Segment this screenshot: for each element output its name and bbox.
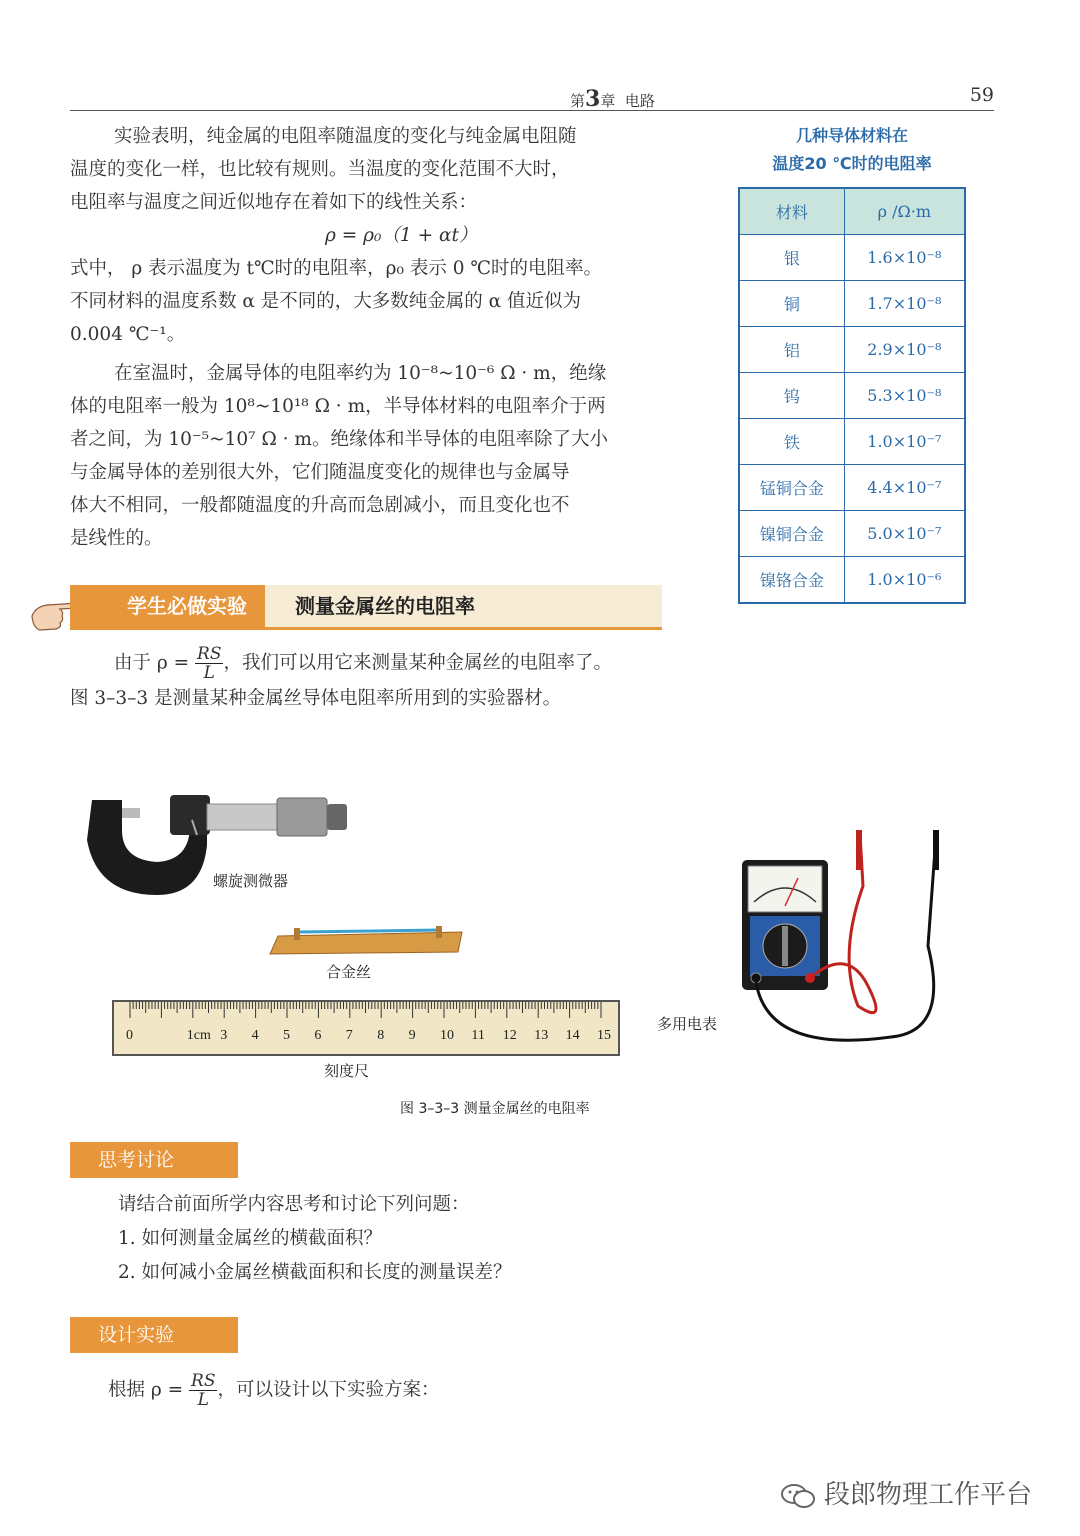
ruler-tick-label: 15: [597, 1028, 611, 1043]
ruler-tick-label: 10: [440, 1028, 454, 1043]
design-experiment-tag: 设计实验: [70, 1317, 238, 1353]
page-header: [70, 80, 994, 111]
multimeter-image: [738, 826, 950, 1058]
ruler-tick-label: 5: [283, 1028, 290, 1043]
question-2: 2. 如何减小金属丝横截面积和长度的测量误差？: [118, 1262, 512, 1283]
banner-label: 学生必做实验: [70, 585, 265, 627]
watermark: 段郎物理工作平台: [780, 1474, 1032, 1511]
fraction-rs-over-l: $\frac{RS}{L}$: [197, 644, 222, 683]
micrometer-label: 螺旋测微器: [213, 872, 289, 890]
think-discuss-content: 请结合前面所学内容思考和讨论下列问题： 1. 如何测量金属丝的横截面积？ 2. 如何减小金属丝横截面积和长度的测量误差？: [118, 1188, 718, 1290]
ruler-tick-marks: [114, 1002, 618, 1022]
column-header-material: 材料: [739, 188, 844, 235]
ruler-label: 刻度尺: [324, 1062, 370, 1080]
ruler-tick-label: 6: [314, 1028, 322, 1043]
ruler-tick-label: 3: [220, 1028, 228, 1043]
resistivity-table-title: 几种导体材料在 温度20 ℃时的电阻率: [772, 126, 932, 173]
ruler-tick-label: 1cm: [186, 1028, 211, 1043]
question-1: 1. 如何测量金属丝的横截面积？: [118, 1228, 383, 1249]
table-row: 镍铜合金 5.0×10⁻⁷: [739, 511, 965, 557]
ruler-tick-label: 9: [408, 1028, 416, 1043]
fraction-rs-over-l: $\frac{RS}{L}$: [191, 1371, 216, 1410]
alloy-wire-label: 合金丝: [326, 963, 372, 981]
required-experiment-banner: [70, 585, 662, 630]
ruler-tick-label: 4: [251, 1028, 259, 1043]
ruler-tick-label: 11: [471, 1028, 485, 1043]
ruler-tick-label: 7: [345, 1028, 353, 1043]
design-experiment-content: 根据 ρ = $\frac{RS}{L}$ ，可以设计以下实验方案：: [108, 1371, 440, 1410]
column-header-rho: ρ /Ω·m: [844, 188, 965, 235]
table-row: 镍铬合金 1.0×10⁻⁶: [739, 557, 965, 604]
banner-title: 测量金属丝的电阻率: [295, 594, 475, 618]
table-row: 铜 1.7×10⁻⁸: [739, 281, 965, 327]
table-row: 锰铜合金 4.4×10⁻⁷: [739, 465, 965, 511]
ruler-tick-label: 13: [534, 1028, 549, 1043]
paragraph-resistivity-temperature: 实验表明，纯金属的电阻率随温度的变化与纯金属电阻随 温度的变化一样，也比较有规则。当温度的变化范围不大时， 电阻率与温度之间近似地存在着如下的线性关系： ρ = ρ₀（1 + αt） 式中， ρ 表示温度为 t℃时的电阻率，ρ₀ 表示 0 ℃时的电阻率。 不同材料的温度系数 α 是不同的，大多数纯金属的 α 值近似为 0.004 ℃⁻¹。: [70, 120, 670, 351]
ruler-tick-label: 14: [565, 1028, 580, 1043]
chapter-label: 第3章 电路: [570, 86, 655, 112]
alloy-wire-image: [268, 922, 464, 956]
linear-formula: ρ = ρ₀（1 + αt）: [325, 225, 478, 246]
table-row: 铁 1.0×10⁻⁷: [739, 419, 965, 465]
ruler-labels: [114, 1028, 618, 1048]
think-discuss-tag: 思考讨论: [70, 1142, 238, 1178]
ruler-tick-label: 8: [377, 1028, 385, 1043]
paragraph-room-temperature: 在室温时，金属导体的电阻率约为 10⁻⁸~10⁻⁶ Ω · m，绝缘 体的电阻率一般为 10⁸~10¹⁸ Ω · m，半导体材料的电阻率介于两 者之间，为 10⁻⁵~10⁷ Ω · m。绝缘体和半导体的电阻率除了大小 与金属导体的差别很大外，它们随温度变化的规律也与金属导 体大不相同，一般都随温度的升高而急剧减小，而且变化也不 是线性的。: [70, 363, 608, 549]
wechat-icon: [780, 1483, 816, 1509]
ruler-tick-label: 12: [502, 1028, 517, 1043]
multimeter-label: 多用电表: [657, 1015, 718, 1033]
paragraph-measure-intro: 由于 ρ = $\frac{RS}{L}$ ，我们可以用它来测量某种金属丝的电阻率了。 图 3–3–3 是测量某种金属丝导体电阻率所用到的实验器材。: [70, 644, 612, 709]
table-row: 钨 5.3×10⁻⁸: [739, 373, 965, 419]
figure-caption: 图 3–3–3 测量金属丝的电阻率: [400, 1101, 590, 1117]
ruler-tick-label: 0: [126, 1028, 133, 1043]
ruler-image: [112, 1000, 620, 1056]
table-row: 铝 2.9×10⁻⁸: [739, 327, 965, 373]
page-number: 59: [969, 84, 994, 106]
table-row: 银 1.6×10⁻⁸: [739, 235, 965, 281]
resistivity-table: [738, 187, 966, 604]
